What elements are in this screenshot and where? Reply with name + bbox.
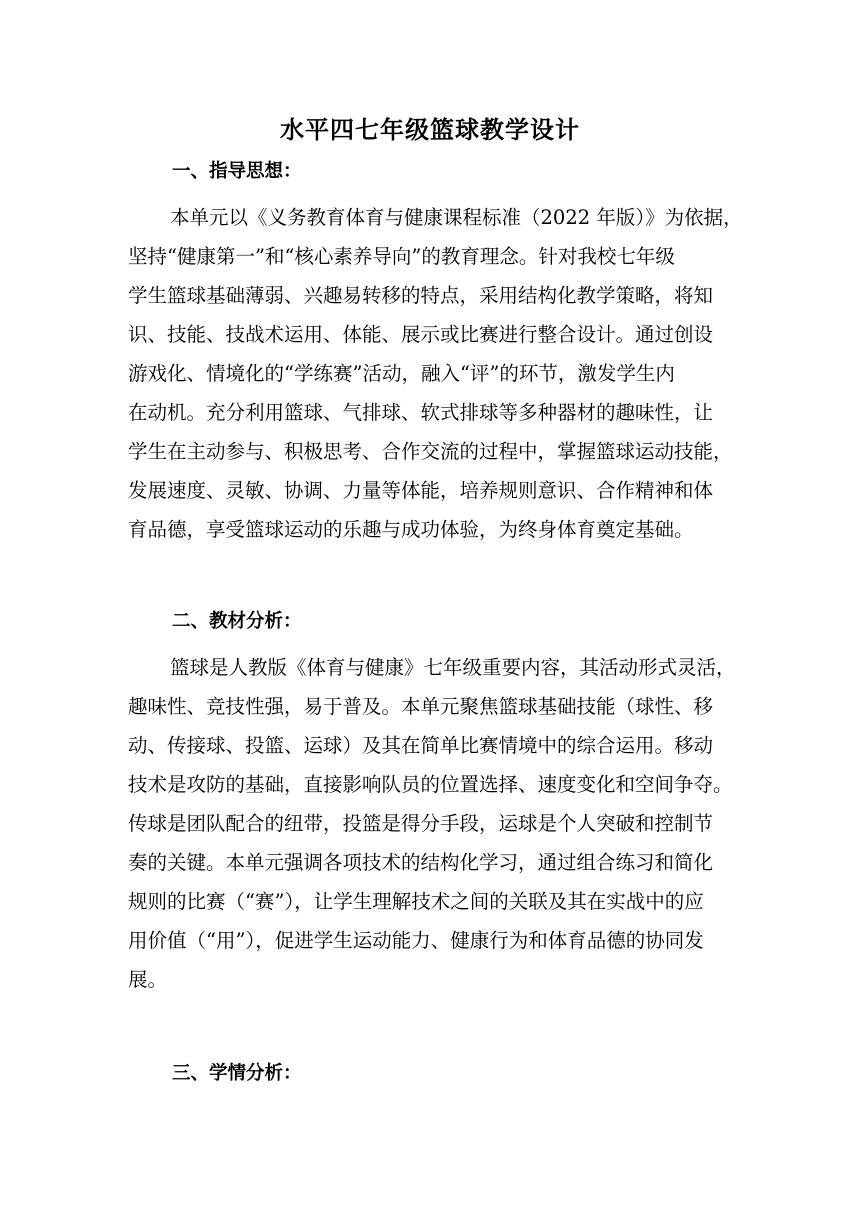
section-body-guiding-thought (128, 198, 743, 549)
section-heading-guiding-thought: 一、指导思想： (172, 161, 302, 182)
paragraph-line: 本单元以《义务教育体育与健康课程标准（2022 年版）》为依据， (170, 206, 743, 229)
paragraph-line: 技术是攻防的基础，直接影响队员的位置选择、速度变化和空间争夺。 (128, 773, 733, 796)
section-body-material-analysis (128, 648, 736, 999)
section-heading-student-analysis: 三、学情分析： (172, 1063, 302, 1084)
paragraph-line: 展。 (128, 968, 168, 991)
paragraph-line: 学生在主动参与、积极思考、合作交流的过程中，掌握篮球运动技能， (128, 440, 733, 463)
paragraph-line: 育品德，享受篮球运动的乐趣与成功体验，为终身体育奠定基础。 (128, 518, 694, 541)
paragraph-line: 规则的比赛（“赛”），让学生理解技术之间的关联及其在实战中的应 (128, 890, 704, 913)
section-heading-material-analysis: 二、教材分析： (172, 611, 302, 632)
paragraph-line: 传球是团队配合的纽带，投篮是得分手段，运球是个人突破和控制节 (128, 812, 714, 835)
paragraph-line: 奏的关键。本单元强调各项技术的结构化学习，通过组合练习和简化 (128, 851, 714, 874)
paragraph-line: 发展速度、灵敏、协调、力量等体能，培养规则意识、合作精神和体 (128, 479, 714, 502)
paragraph-line: 识、技能、技战术运用、体能、展示或比赛进行整合设计。通过创设 (128, 323, 714, 346)
paragraph-line: 坚持“健康第一”和“核心素养导向”的教育理念。针对我校七年级 (128, 245, 675, 268)
paragraph-line: 趣味性、竞技性强，易于普及。本单元聚焦篮球基础技能（球性、移 (128, 695, 714, 718)
paragraph-line: 在动机。充分利用篮球、气排球、软式排球等多种器材的趣味性，让 (128, 401, 714, 424)
paragraph-line: 用价值（“用”），促进学生运动能力、健康行为和体育品德的协同发 (128, 929, 704, 952)
paragraph-line: 篮球是人教版《体育与健康》七年级重要内容，其活动形式灵活， (170, 656, 736, 679)
document-title: 水平四七年级篮球教学设计 (280, 116, 580, 144)
paragraph-line: 动、传接球、投篮、运球）及其在简单比赛情境中的综合运用。移动 (128, 734, 714, 757)
paragraph-line: 游戏化、情境化的“学练赛”活动，融入“评”的环节，激发学生内 (128, 362, 675, 385)
paragraph-line: 学生篮球基础薄弱、兴趣易转移的特点，采用结构化教学策略，将知 (128, 284, 714, 307)
